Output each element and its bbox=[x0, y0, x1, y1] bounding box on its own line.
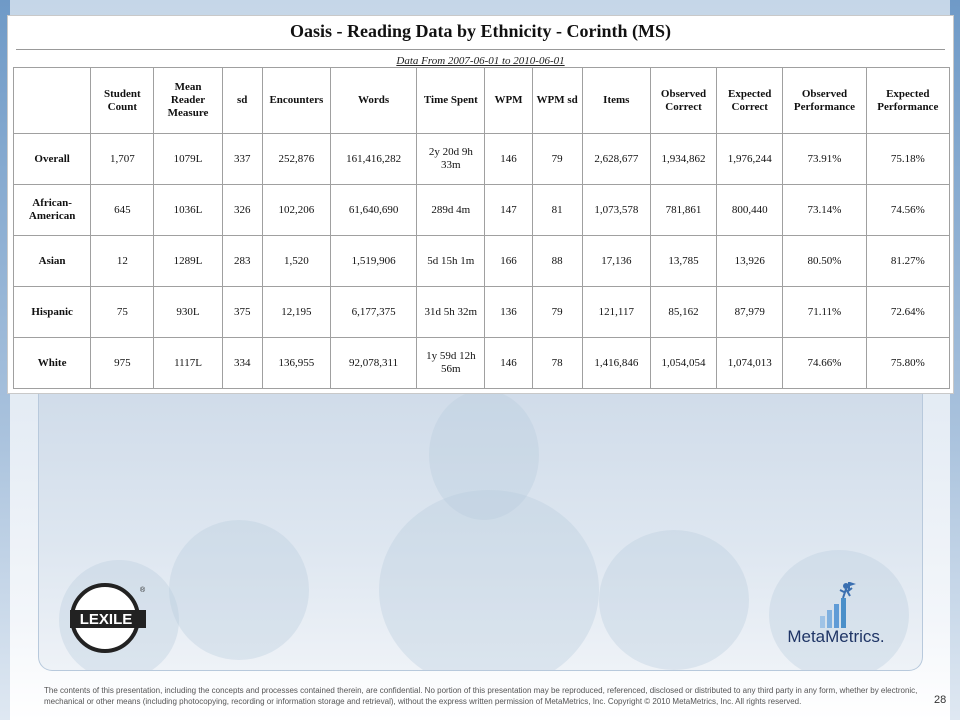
table-cell: 73.14% bbox=[783, 185, 866, 236]
column-header: Observed Correct bbox=[650, 68, 716, 134]
column-header: Time Spent bbox=[417, 68, 485, 134]
table-cell: 6,177,375 bbox=[330, 287, 416, 338]
table-cell: 13,785 bbox=[650, 236, 716, 287]
table-cell: 326 bbox=[222, 185, 262, 236]
table-cell: 645 bbox=[91, 185, 154, 236]
table-cell: 74.56% bbox=[866, 185, 949, 236]
table-cell: 1,520 bbox=[262, 236, 330, 287]
table-cell: 289d 4m bbox=[417, 185, 485, 236]
table-cell: 1,519,906 bbox=[330, 236, 416, 287]
table-cell: 136 bbox=[485, 287, 532, 338]
table-cell: 781,861 bbox=[650, 185, 716, 236]
table-row bbox=[14, 134, 950, 185]
table-cell: 1y 59d 12h 56m bbox=[417, 338, 485, 389]
table-cell: 1,934,862 bbox=[650, 134, 716, 185]
column-header: WPM sd bbox=[532, 68, 582, 134]
row-label: Asian bbox=[14, 236, 91, 287]
column-header: sd bbox=[222, 68, 262, 134]
table-cell: 92,078,311 bbox=[330, 338, 416, 389]
column-header: Mean Reader Measure bbox=[154, 68, 222, 134]
report-title: Oasis - Reading Data by Ethnicity - Corinth (MS) bbox=[289, 21, 671, 41]
row-label: Overall bbox=[14, 134, 91, 185]
table-cell: 1117L bbox=[154, 338, 222, 389]
table-cell: 81.27% bbox=[866, 236, 949, 287]
table-cell: 1,073,578 bbox=[582, 185, 650, 236]
table-cell: 1289L bbox=[154, 236, 222, 287]
table-cell: 975 bbox=[91, 338, 154, 389]
table-header-row bbox=[14, 68, 950, 134]
metametrics-wordmark: MetaMetrics. bbox=[787, 627, 885, 646]
ethnicity-reading-table bbox=[13, 67, 950, 389]
table-cell: 88 bbox=[532, 236, 582, 287]
table-cell: 2,628,677 bbox=[582, 134, 650, 185]
table-cell: 2y 20d 9h 33m bbox=[417, 134, 485, 185]
table-cell: 1,054,054 bbox=[650, 338, 716, 389]
table-cell: 146 bbox=[485, 338, 532, 389]
table-cell: 1,976,244 bbox=[717, 134, 783, 185]
table-cell: 121,117 bbox=[582, 287, 650, 338]
column-header: Items bbox=[582, 68, 650, 134]
row-label: African-American bbox=[14, 185, 91, 236]
table-cell: 375 bbox=[222, 287, 262, 338]
table-cell: 1079L bbox=[154, 134, 222, 185]
table-cell: 85,162 bbox=[650, 287, 716, 338]
table-cell: 5d 15h 1m bbox=[417, 236, 485, 287]
table-cell: 72.64% bbox=[866, 287, 949, 338]
table-cell: 102,206 bbox=[262, 185, 330, 236]
table-cell: 87,979 bbox=[717, 287, 783, 338]
column-header: Observed Performance bbox=[783, 68, 866, 134]
lexile-logo bbox=[70, 583, 146, 653]
column-header: Encounters bbox=[262, 68, 330, 134]
metametrics-logo bbox=[780, 582, 892, 654]
table-row bbox=[14, 287, 950, 338]
table-cell: 71.11% bbox=[783, 287, 866, 338]
table-cell: 1036L bbox=[154, 185, 222, 236]
table-cell: 1,416,846 bbox=[582, 338, 650, 389]
table-cell: 1,707 bbox=[91, 134, 154, 185]
table-cell: 252,876 bbox=[262, 134, 330, 185]
table-cell: 81 bbox=[532, 185, 582, 236]
row-label: Hispanic bbox=[14, 287, 91, 338]
lexile-wordmark: LEXILE bbox=[79, 611, 133, 628]
metametrics-bars-icon bbox=[780, 582, 892, 630]
table-row bbox=[14, 236, 950, 287]
table-cell: 12,195 bbox=[262, 287, 330, 338]
table-cell: 75.80% bbox=[866, 338, 949, 389]
table-cell: 161,416,282 bbox=[330, 134, 416, 185]
column-header: Expected Correct bbox=[717, 68, 783, 134]
table-cell: 75 bbox=[91, 287, 154, 338]
table-cell: 12 bbox=[91, 236, 154, 287]
table-row bbox=[14, 338, 950, 389]
table-cell: 79 bbox=[532, 287, 582, 338]
date-range-subtitle: Data From 2007-06-01 to 2010-06-01 bbox=[396, 55, 565, 67]
table-row bbox=[14, 185, 950, 236]
title-divider bbox=[16, 49, 945, 50]
table-cell: 61,640,690 bbox=[330, 185, 416, 236]
table-cell: 283 bbox=[222, 236, 262, 287]
table-cell: 75.18% bbox=[866, 134, 949, 185]
table-cell: 78 bbox=[532, 338, 582, 389]
table-cell: 930L bbox=[154, 287, 222, 338]
table-cell: 80.50% bbox=[783, 236, 866, 287]
confidentiality-footer: The contents of this presentation, including the concepts and processes contained therein, are confidential. No portion of this presentation may be reproduced, referenced, disclosed or distributed to any third party in any form, whether by electronic, mechanical or other means (including photocopying, recording or information storage and retrieval), without the express written permission of MetaMetrics, Inc. Copyright © 2010 MetaMetrics, Inc. All rights reserved. bbox=[44, 686, 918, 706]
column-header: Student Count bbox=[91, 68, 154, 134]
column-header: WPM bbox=[485, 68, 532, 134]
table-cell: 79 bbox=[532, 134, 582, 185]
page-number: 28 bbox=[934, 694, 947, 706]
column-header bbox=[14, 68, 91, 134]
table-cell: 136,955 bbox=[262, 338, 330, 389]
table-cell: 31d 5h 32m bbox=[417, 287, 485, 338]
table-cell: 146 bbox=[485, 134, 532, 185]
table-cell: 13,926 bbox=[717, 236, 783, 287]
row-label: White bbox=[14, 338, 91, 389]
table-cell: 166 bbox=[485, 236, 532, 287]
table-cell: 74.66% bbox=[783, 338, 866, 389]
table-cell: 334 bbox=[222, 338, 262, 389]
table-cell: 1,074,013 bbox=[717, 338, 783, 389]
table-cell: 17,136 bbox=[582, 236, 650, 287]
svg-text:®: ® bbox=[140, 587, 146, 594]
report-panel bbox=[7, 15, 954, 394]
table-cell: 147 bbox=[485, 185, 532, 236]
column-header: Words bbox=[330, 68, 416, 134]
table-cell: 337 bbox=[222, 134, 262, 185]
table-cell: 800,440 bbox=[717, 185, 783, 236]
table-cell: 73.91% bbox=[783, 134, 866, 185]
column-header: Expected Performance bbox=[866, 68, 949, 134]
